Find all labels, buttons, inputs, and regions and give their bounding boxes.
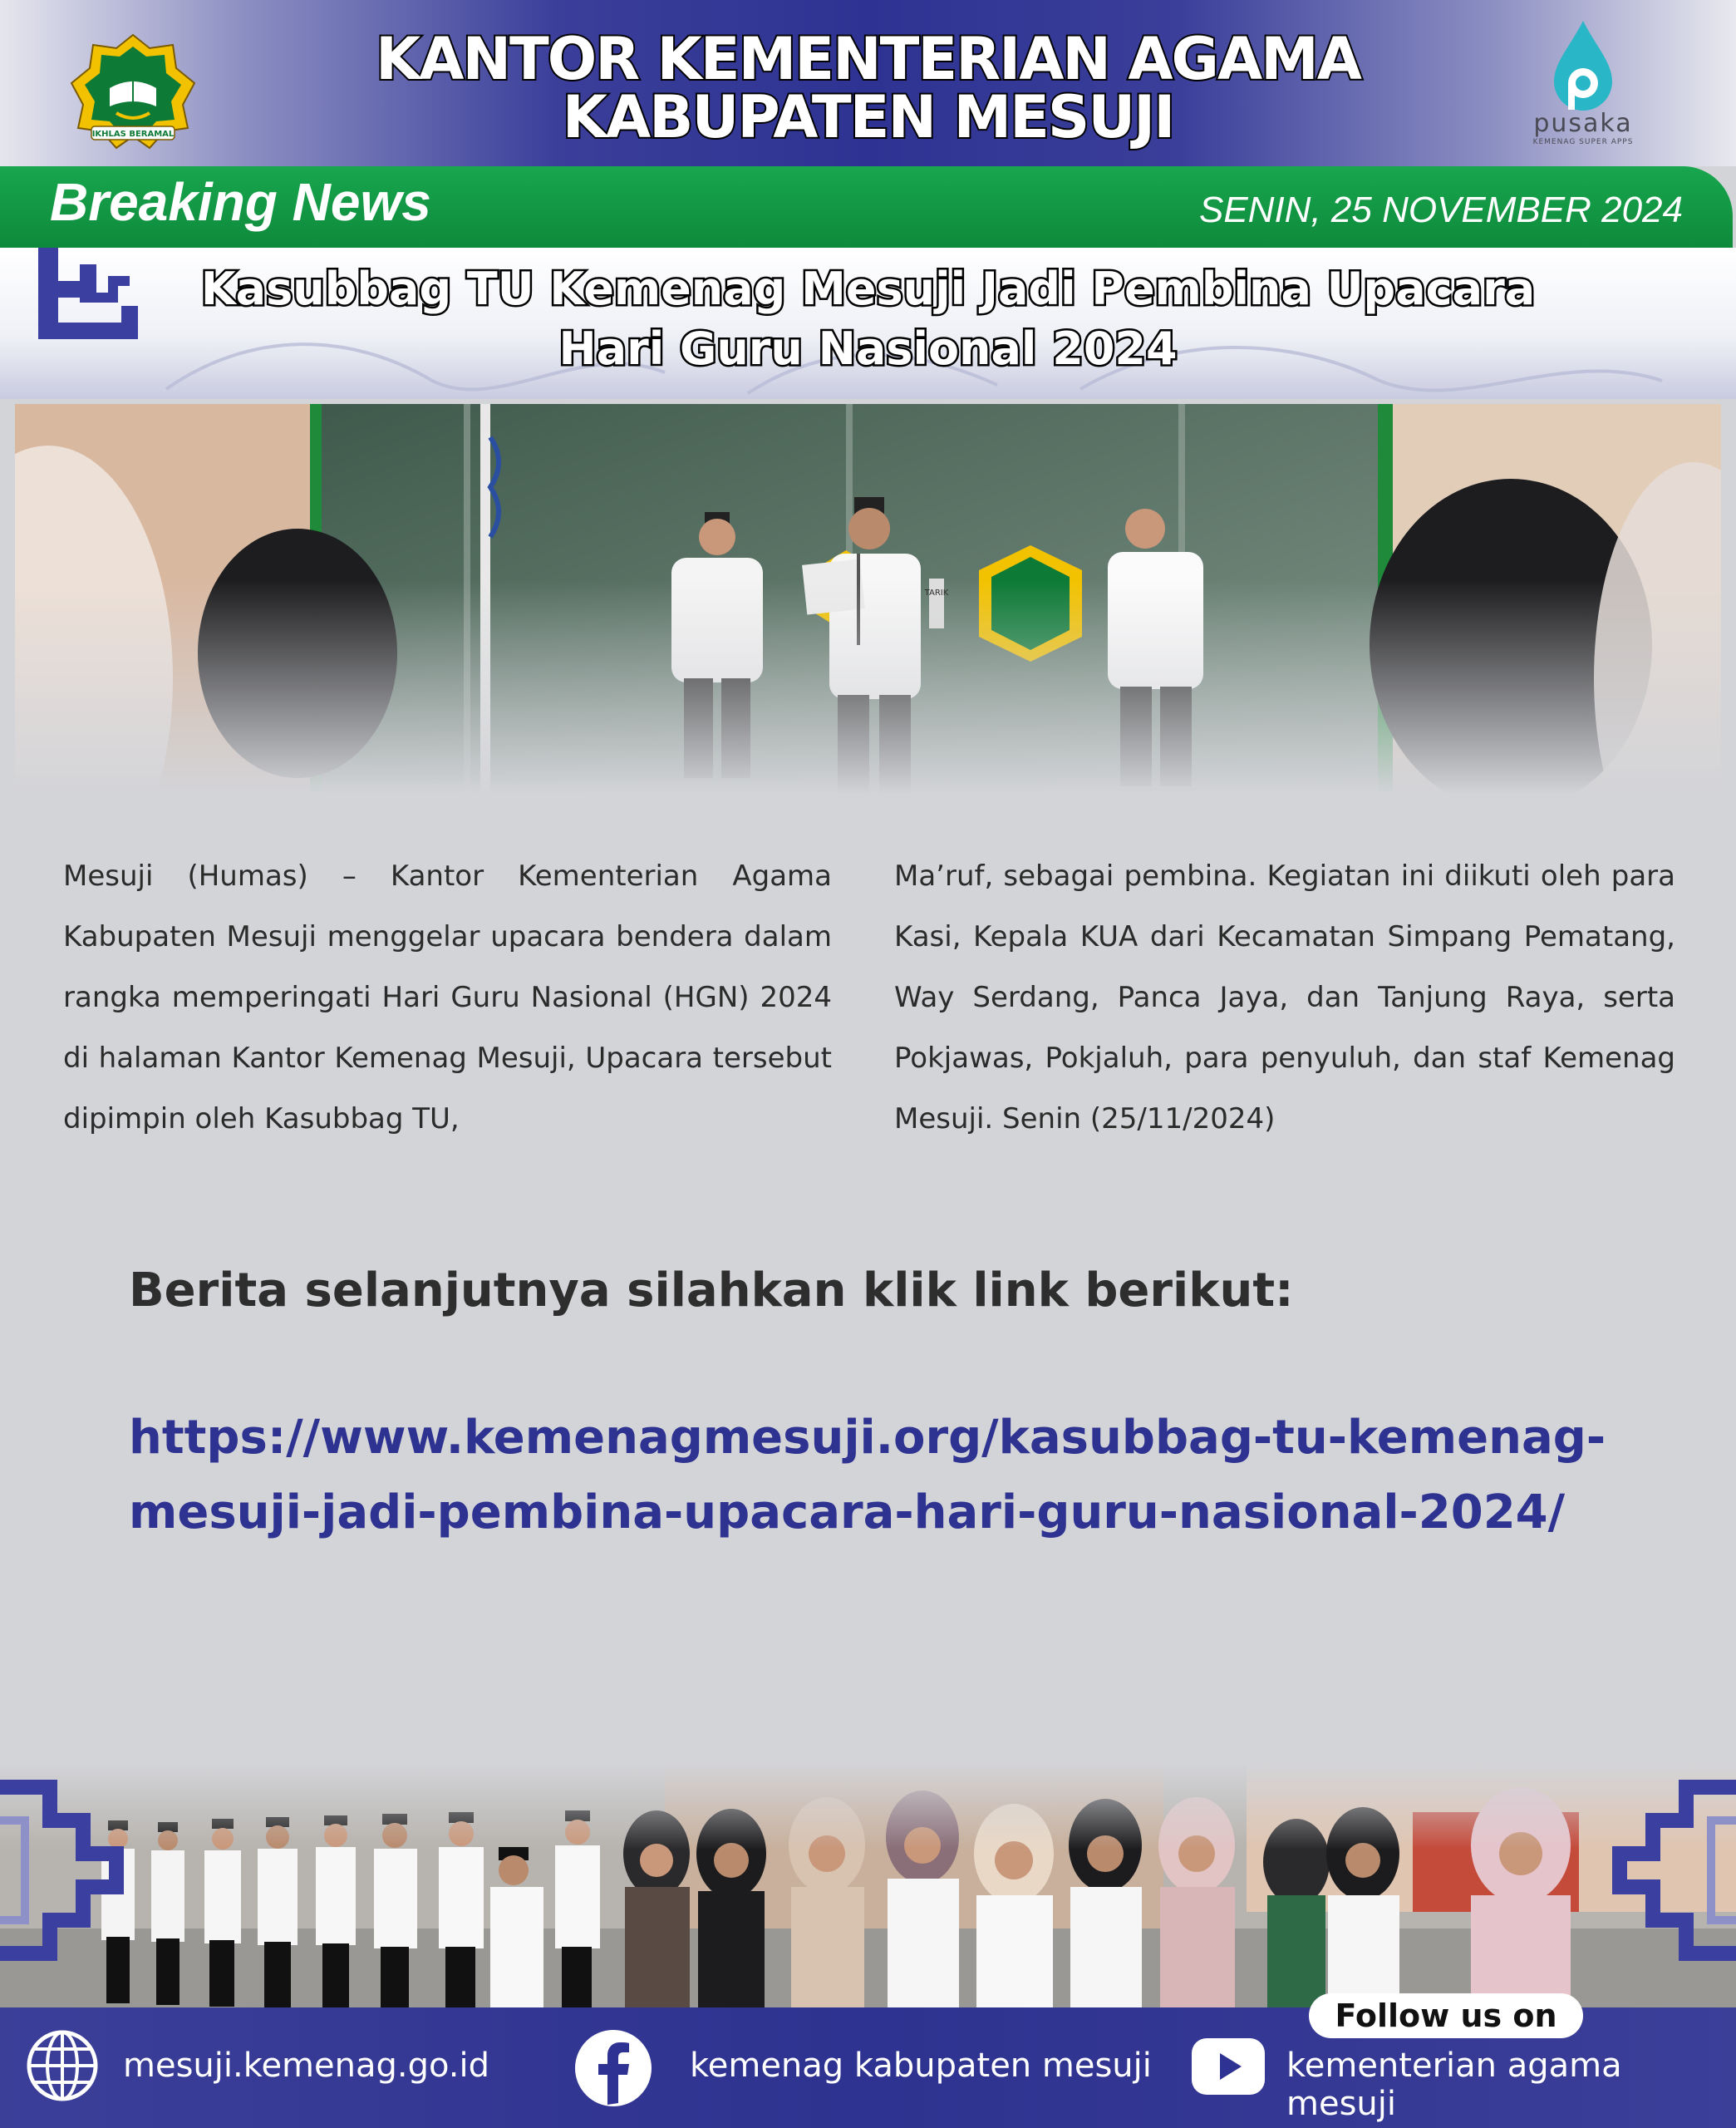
article-link-line2[interactable]: mesuji-jadi-pembina-upacara-hari-guru-nasional-2024/ (129, 1485, 1566, 1539)
headline-line2: Hari Guru Nasional 2024 (558, 323, 1178, 375)
ceremony-photo-illustration (15, 404, 1721, 795)
read-more-label: Berita selanjutnya silahkan klik link berikut: (129, 1264, 1294, 1318)
article-link-line1[interactable]: https://www.kemenagmesuji.org/kasubbag-tu-kemenag- (129, 1411, 1606, 1465)
office-title-line1: KANTOR KEMENTERIAN AGAMA (376, 25, 1360, 93)
header-banner (0, 0, 1736, 166)
facebook-link[interactable]: kemenag kabupaten mesuji (690, 2047, 1152, 2085)
pusaka-logo (1512, 17, 1654, 162)
participants-photo (0, 1762, 1736, 2012)
participants-photo-illustration (0, 1762, 1736, 2012)
breaking-news-bar (0, 166, 1733, 248)
headline-line1: Kasubbag TU Kemenag Mesuji Jadi Pembina Upacara (200, 263, 1536, 315)
ornament-right-icon (1611, 1771, 1736, 2020)
follow-us-badge: Follow us on (1309, 1993, 1583, 2038)
pusaka-drop-icon (1546, 17, 1620, 112)
pusaka-name: pusaka (1533, 109, 1633, 138)
ceremony-photo (15, 404, 1721, 795)
headline-area (0, 248, 1736, 399)
globe-icon (25, 2028, 100, 2103)
facebook-icon[interactable] (573, 2028, 653, 2108)
youtube-icon[interactable] (1190, 2035, 1266, 2098)
office-title-line2: KABUPATEN MESUJI (562, 83, 1174, 151)
youtube-link[interactable]: kementerian agama mesuji (1286, 2047, 1622, 2123)
ornament-left-icon (0, 1771, 125, 2020)
news-date: SENIN, 25 NOVEMBER 2024 (1198, 190, 1683, 230)
pusaka-tagline: KEMENAG SUPER APPS (1532, 138, 1634, 146)
article-link[interactable] (129, 1401, 1666, 1550)
headline-title (0, 259, 1736, 379)
article-column-left: Mesuji (Humas) – Kantor Kementerian Agama Kabupaten Mesuji menggelar upacara bendera dalam rangka memperingati Hari Guru Nasional (HGN) 2024 di halaman Kantor Kemenag Mesuji, Upacara tersebut dipimpin oleh Kasubbag TU, (63, 860, 832, 1135)
breaking-news-label: Breaking News (50, 172, 431, 232)
website-link[interactable]: mesuji.kemenag.go.id (123, 2047, 489, 2085)
article-column-right: Ma’ruf, sebagai pembina. Kegiatan ini diikuti oleh para Kasi, Kepala KUA dari Kecamatan Simpang Pematang, Way Serdang, Panca Jaya, dan Tanjung Raya, serta Pokjawas, Pokjaluh, para penyuluh, dan staf Kemenag Mesuji. Senin (25/11/2024) (894, 860, 1675, 1135)
emblem-banner-text: IKHLAS BERAMAL (91, 130, 175, 139)
